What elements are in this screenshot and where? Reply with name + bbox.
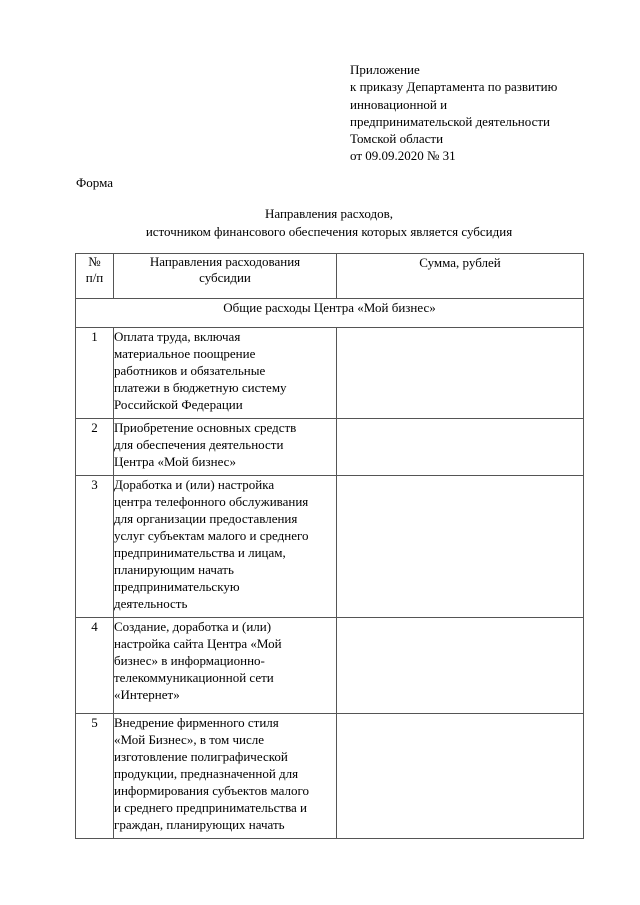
table-row bbox=[76, 714, 584, 839]
row-direction-line: изготовление полиграфической bbox=[114, 749, 288, 764]
header-direction bbox=[114, 254, 337, 299]
row-sum-cell bbox=[337, 714, 584, 839]
row-direction bbox=[114, 476, 337, 618]
row-direction-line: Доработка и (или) настройка bbox=[114, 477, 275, 492]
group-title: Общие расходы Центра «Мой бизнес» bbox=[76, 299, 584, 328]
row-direction bbox=[114, 328, 337, 419]
row-sum-cell bbox=[337, 328, 584, 419]
row-direction-line: бизнес» в информационно- bbox=[114, 653, 265, 668]
row-direction-line: телекоммуникационной сети bbox=[114, 670, 274, 685]
header-direction-line-2: субсидии bbox=[199, 269, 251, 285]
row-direction bbox=[114, 419, 337, 476]
form-label: Форма bbox=[76, 175, 113, 190]
row-direction-line: и среднего предпринимательства и bbox=[114, 800, 308, 815]
row-direction-line: Внедрение фирменного стиля bbox=[114, 715, 279, 730]
row-direction-line: услуг субъектам малого и среднего bbox=[114, 528, 309, 543]
row-direction-line: Центра «Мой бизнес» bbox=[114, 454, 236, 469]
appendix-block bbox=[350, 61, 610, 165]
row-number: 2 bbox=[76, 419, 114, 476]
row-direction-line: граждан, планирующих начать bbox=[114, 817, 285, 832]
row-direction-line: деятельность bbox=[114, 596, 188, 611]
row-direction-line: для обеспечения деятельности bbox=[114, 437, 284, 452]
table-row bbox=[76, 618, 584, 714]
group-row bbox=[76, 299, 584, 328]
row-number: 4 bbox=[76, 618, 114, 714]
row-number: 1 bbox=[76, 328, 114, 419]
row-sum-cell bbox=[337, 476, 584, 618]
header-number-line-1: № bbox=[88, 254, 101, 269]
table-row bbox=[76, 328, 584, 419]
row-number: 3 bbox=[76, 476, 114, 618]
header-direction-line-1: Направления расходования bbox=[149, 254, 301, 269]
row-number: 5 bbox=[76, 714, 114, 839]
row-direction-line: продукции, предназначенной для bbox=[114, 766, 299, 781]
row-direction-line: работников и обязательные bbox=[114, 363, 266, 378]
row-direction-line: для организации предоставления bbox=[114, 511, 298, 526]
appendix-line: от 09.09.2020 № 31 bbox=[350, 148, 456, 164]
row-sum-cell bbox=[337, 419, 584, 476]
row-direction-line: предпринимательства и лицам, bbox=[114, 545, 286, 560]
appendix-line: Томской области bbox=[350, 131, 444, 147]
row-direction-line: Оплата труда, включая bbox=[114, 329, 241, 344]
row-direction-line: планирующим начать bbox=[114, 562, 234, 577]
appendix-line: к приказу Департамента по развитию bbox=[350, 79, 558, 95]
title-line-1: Направления расходов, bbox=[264, 206, 394, 221]
header-number-line-2: п/п bbox=[85, 269, 104, 285]
row-direction bbox=[114, 714, 337, 839]
row-direction-line: настройка сайта Центра «Мой bbox=[114, 636, 282, 651]
row-direction-line: «Интернет» bbox=[114, 687, 180, 702]
row-direction-line: центра телефонного обслуживания bbox=[114, 494, 309, 509]
row-direction bbox=[114, 618, 337, 714]
document-title bbox=[76, 205, 582, 240]
appendix-line: инновационной и bbox=[350, 96, 448, 112]
row-direction-line: платежи в бюджетную систему bbox=[114, 380, 287, 395]
row-direction-line: Приобретение основных средств bbox=[114, 420, 297, 435]
header-number bbox=[76, 254, 114, 299]
row-direction-line: Российской Федерации bbox=[114, 397, 243, 412]
row-direction-line: материальное поощрение bbox=[114, 346, 256, 361]
table-row bbox=[76, 419, 584, 476]
title-line-2: источником финансового обеспечения которых является субсидия bbox=[145, 223, 513, 239]
table-row bbox=[76, 476, 584, 618]
expenses-table bbox=[75, 253, 584, 839]
row-sum-cell bbox=[337, 618, 584, 714]
appendix-line: Приложение bbox=[350, 62, 420, 77]
row-direction-line: «Мой Бизнес», в том числе bbox=[114, 732, 264, 747]
row-direction-line: Создание, доработка и (или) bbox=[114, 619, 272, 634]
row-direction-line: информирования субъектов малого bbox=[114, 783, 309, 798]
table-header-row bbox=[76, 254, 584, 299]
row-direction-line: предпринимательскую bbox=[114, 579, 240, 594]
appendix-line: предпринимательской деятельности bbox=[350, 113, 550, 129]
header-sum: Сумма, рублей bbox=[337, 254, 584, 299]
